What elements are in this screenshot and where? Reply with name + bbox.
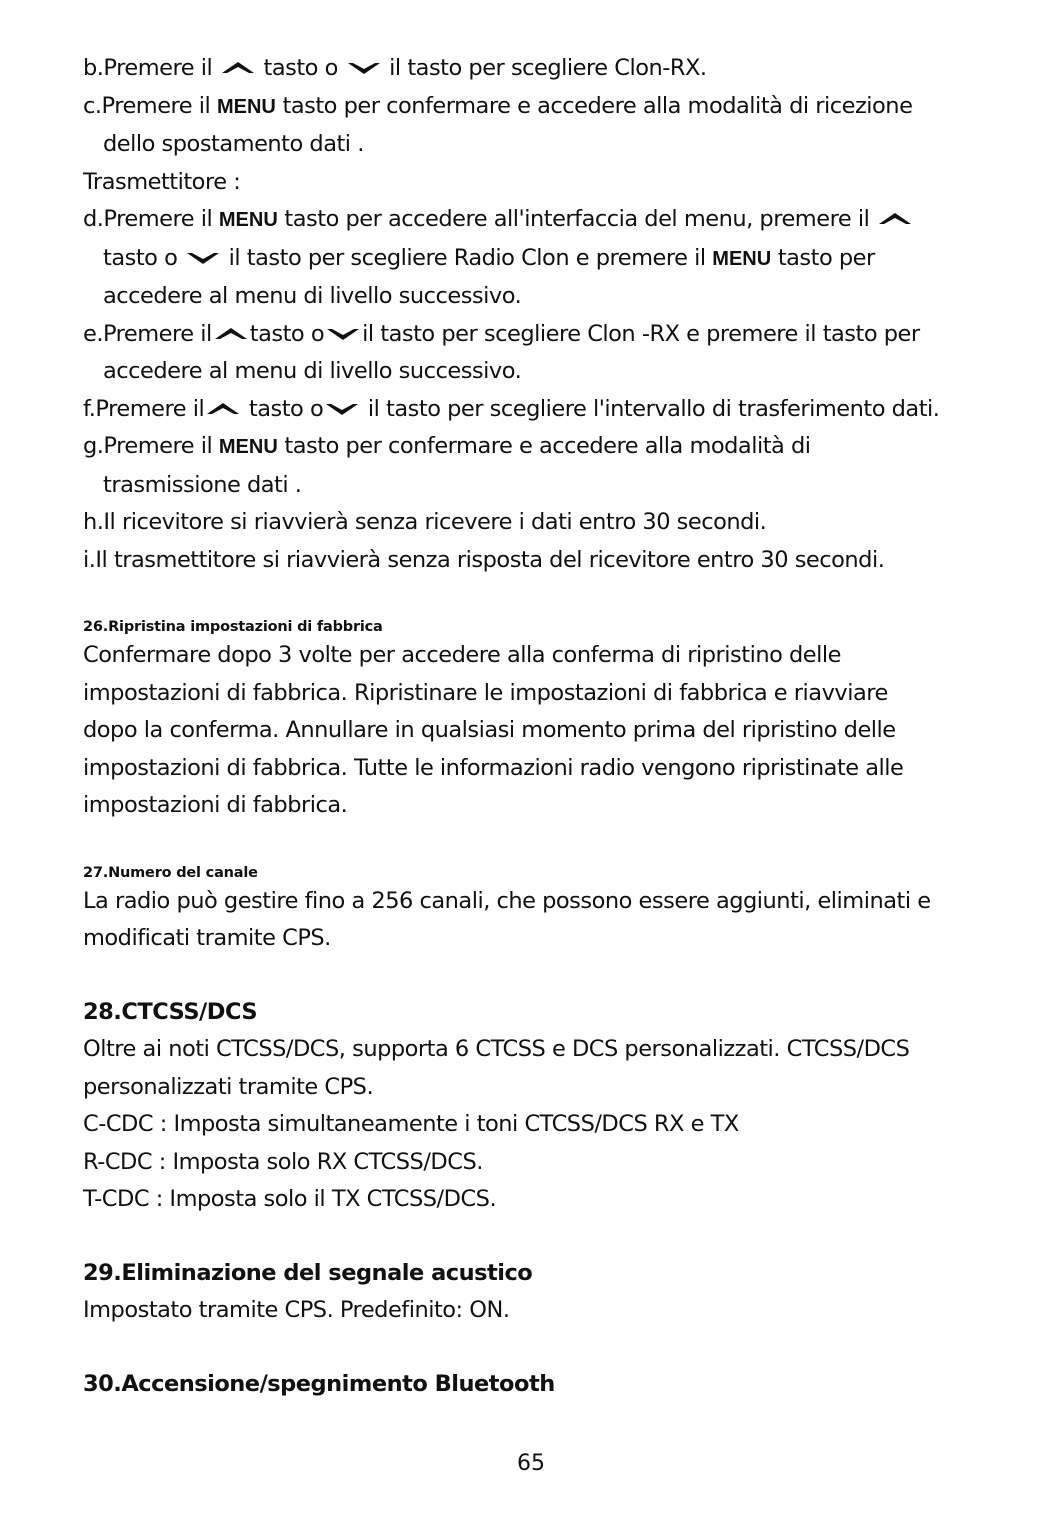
step-g-cont: trasmissione dati . [103, 471, 302, 498]
menu-key-label: MENU [218, 209, 278, 231]
step-f-text-2: tasto o [242, 395, 324, 422]
section-30-title: 30.Accensione/spegnimento Bluetooth [83, 1370, 555, 1397]
step-d [83, 201, 993, 240]
step-g-text-1: g.Premere il [83, 433, 219, 459]
step-d-text-3: tasto o [103, 244, 184, 271]
step-b-text-3: il tasto per scegliere Clon-RX. [382, 55, 707, 81]
step-c [83, 88, 993, 127]
section-26-title: 26.Ripristina impostazioni di fabbrica [83, 619, 383, 635]
section-29-line: Impostato tramite CPS. Predefinito: ON. [83, 1297, 510, 1323]
section-28-line: R-CDC : Imposta solo RX CTCSS/DCS. [83, 1148, 483, 1175]
step-e-text-2: tasto o [249, 320, 325, 347]
step-c-text-1: c.Premere il [83, 92, 217, 119]
section-26-line: dopo la conferma. Annullare in qualsiasi momento prima del ripristino delle [83, 717, 896, 743]
section-28-line: Oltre ai noti CTCSS/DCS, supporta 6 CTCSS e DCS personalizzati. CTCSS/DCS [83, 1036, 910, 1062]
section-28-line: personalizzati tramite CPS. [83, 1073, 374, 1100]
chevron-up-icon [212, 323, 250, 343]
chevron-up-icon [204, 398, 242, 418]
step-e-text-1: e.Premere il [83, 320, 212, 347]
section-28-title: 28.CTCSS/DCS [83, 998, 258, 1025]
section-28-line: C-CDC : Imposta simultaneamente i toni CTCSS/DCS RX e TX [83, 1111, 739, 1137]
step-d-text-2: tasto per accedere all'interfaccia del menu, premere il [277, 206, 876, 232]
section-26-line: impostazioni di fabbrica. Tutte le informazioni radio vengono ripristinate alle [83, 754, 904, 781]
chevron-down-icon [184, 247, 222, 267]
step-g-text-2: tasto per confermare e accedere alla modalità di [277, 433, 811, 459]
step-d-text-4: il tasto per scegliere Radio Clon e premere il [222, 244, 713, 271]
step-b-text-2: tasto o [256, 55, 345, 81]
chevron-down-icon [324, 323, 362, 343]
step-b [83, 50, 993, 88]
step-c-cont: dello spostamento dati . [103, 131, 364, 157]
step-h: h.Il ricevitore si riavvierà senza ricevere i dati entro 30 secondi. [83, 509, 767, 535]
section-26-line: impostazioni di fabbrica. Ripristinare le impostazioni di fabbrica e riavviare [83, 679, 888, 706]
section-26-line: impostazioni di fabbrica. [83, 792, 348, 818]
step-d-text-1: d.Premere il [83, 206, 219, 232]
section-27-line: modificati tramite CPS. [83, 925, 331, 951]
chevron-up-icon [219, 57, 257, 77]
step-c-text-2: tasto per confermare e accedere alla modalità di ricezione [275, 92, 913, 119]
transmitter-label: Trasmettitore : [83, 168, 241, 195]
step-d-cont-1 [83, 240, 993, 279]
chevron-up-icon [876, 208, 914, 228]
step-e-cont: accedere al menu di livello successivo. [103, 358, 522, 384]
step-f-text-3: il tasto per scegliere l'intervallo di trasferimento dati. [361, 395, 940, 422]
step-d-cont-2: accedere al menu di livello successivo. [103, 283, 522, 309]
chevron-down-icon [345, 57, 383, 77]
step-f-text-1: f.Premere il [83, 395, 205, 422]
step-e-text-3: il tasto per scegliere Clon -RX e premere il tasto per [362, 320, 920, 347]
section-27-line: La radio può gestire fino a 256 canali, che possono essere aggiunti, eliminati e [83, 887, 931, 914]
section-27-title: 27.Numero del canale [83, 864, 258, 881]
menu-key-label: MENU [216, 95, 276, 118]
step-b-text-1: b.Premere il [83, 55, 219, 81]
step-g [83, 428, 993, 467]
section-26-line: Confermare dopo 3 volte per accedere alla conferma di ripristino delle [83, 642, 841, 668]
section-28-line: T-CDC : Imposta solo il TX CTCSS/DCS. [83, 1186, 497, 1212]
step-e [83, 316, 993, 354]
page-content [83, 50, 993, 1403]
step-d-text-5: tasto per [771, 244, 875, 271]
menu-key-label: MENU [218, 436, 278, 458]
section-29-title: 29.Eliminazione del segnale acustico [83, 1259, 533, 1286]
page-number: 65 [517, 1451, 545, 1476]
chevron-down-icon [323, 398, 361, 418]
menu-key-label: MENU [712, 247, 772, 270]
step-i: i.Il trasmettitore si riavvierà senza risposta del ricevitore entro 30 secondi. [83, 546, 885, 573]
step-f [83, 391, 993, 429]
